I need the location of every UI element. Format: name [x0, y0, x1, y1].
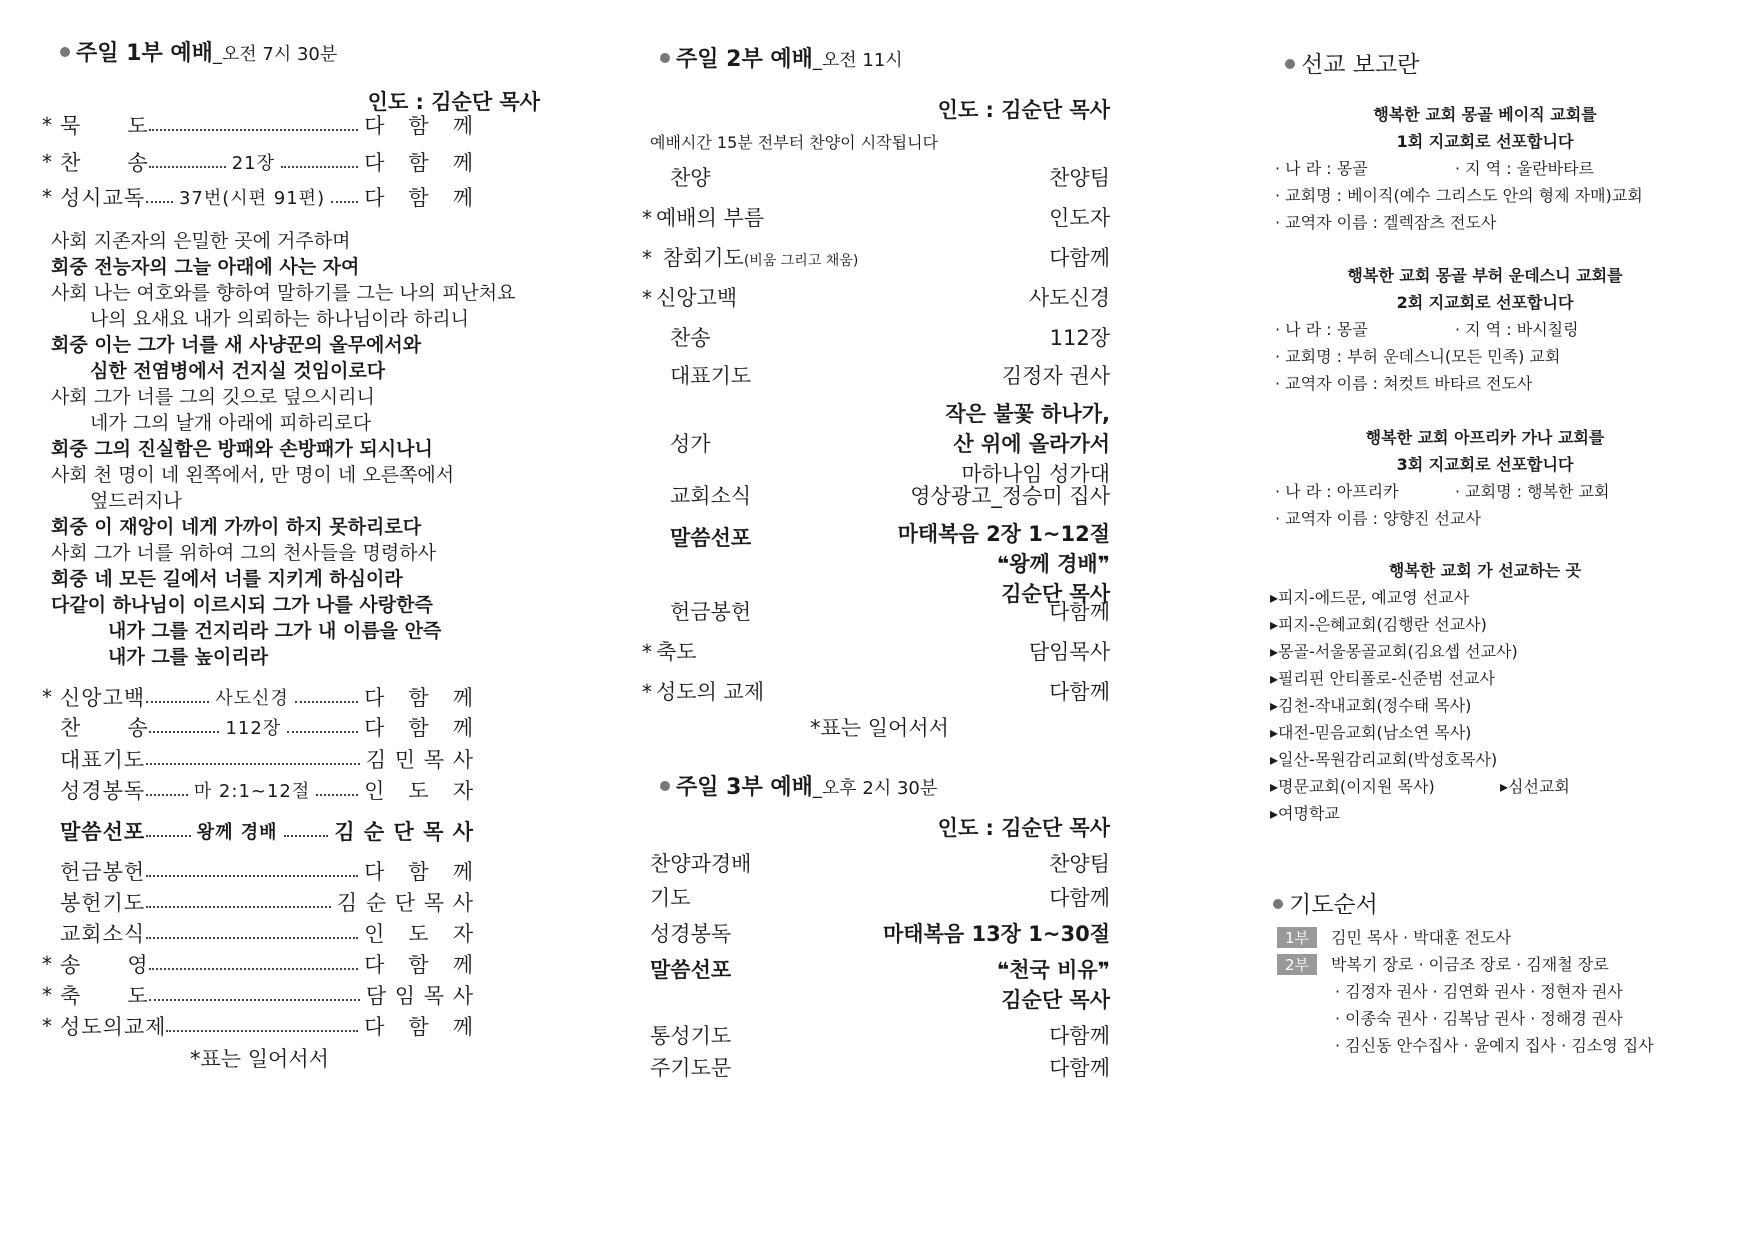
order-row — [42, 110, 474, 140]
order-person — [945, 398, 1110, 488]
leader-dots — [316, 784, 358, 796]
order-label: 주기도문 — [650, 1056, 732, 1080]
order-label: 봉헌기도 — [60, 891, 146, 915]
order-label — [670, 480, 751, 510]
order-row — [660, 480, 1110, 510]
order-label-text: 참회기도 — [656, 246, 744, 270]
standing-mark: * — [42, 983, 53, 1007]
order-label: 통성기도 — [650, 1024, 732, 1048]
order-person-line: 찬양팀 — [1049, 852, 1110, 876]
leader-dots — [166, 1020, 358, 1032]
order-row — [42, 182, 474, 212]
order-person — [1049, 848, 1110, 878]
mission-places-heading: 행복한 교회 가 선교하는 곳 — [1388, 561, 1582, 580]
order-label: 성경봉독 — [650, 922, 732, 946]
mission-block-subheading: 2회 지교회로 선포합니다 — [1396, 293, 1574, 312]
order-row — [650, 848, 1110, 878]
bullet-dot-icon — [1273, 899, 1283, 909]
order-person-line: 김순단 목사 — [1001, 582, 1110, 606]
order-row — [42, 856, 474, 886]
order-label — [642, 242, 858, 272]
order-person-line: 다함께 — [1049, 1024, 1110, 1048]
second-service-heading: 주일 2부 예배_오전 11시 — [660, 42, 903, 73]
standing-mark: * — [42, 150, 53, 174]
order-person: 다 함 께 — [364, 186, 474, 210]
order-person — [1049, 162, 1110, 192]
mission-place-item: ▸몽골-서울몽골교회(김요셉 선교사) — [1270, 642, 1518, 661]
leader-dots — [146, 927, 358, 939]
order-label-text: 교회소식 — [670, 484, 752, 508]
service-tag: 2부 — [1277, 954, 1317, 975]
order-label: 말씀선포 — [650, 958, 732, 982]
first-service-heading: 주일 1부 예배_오전 7시 30분 — [60, 36, 337, 67]
second-service-leader: 인도 : 김순단 목사 — [937, 98, 1110, 122]
order-person — [1049, 202, 1110, 232]
order-row — [660, 596, 1110, 626]
order-person-line: 김정자 권사 — [1001, 364, 1110, 388]
order-label-text: 축도 — [656, 640, 697, 664]
order-label: 대표기도 — [60, 748, 146, 772]
order-person-line: 마태복음 13장 1~30절 — [883, 922, 1110, 946]
order-row — [660, 322, 1110, 352]
standing-note: *표는 일어서서 — [190, 1047, 329, 1071]
order-person: 다 함 께 — [364, 716, 475, 740]
order-person — [1049, 1020, 1110, 1050]
order-person-line: 산 위에 올라가서 — [953, 432, 1110, 456]
mission-place-item: ▸일산-목원감리교회(박성호목사) — [1270, 750, 1498, 769]
standing-mark: * — [642, 286, 652, 310]
order-row — [660, 518, 1110, 608]
order-row — [642, 242, 1110, 272]
mission-info-line: · 교역자 이름 : 쳐컷트 바타르 전도사 — [1275, 374, 1533, 393]
order-label — [642, 676, 764, 706]
prayer-order-line — [1335, 1006, 1623, 1029]
order-person-line: 다함께 — [1049, 600, 1110, 624]
prayer-names: · 김정자 권사 · 김연화 권사 · 정현자 권사 — [1335, 982, 1623, 1001]
standing-mark: * — [642, 640, 652, 664]
order-person-line: 인도자 — [1049, 206, 1110, 230]
order-label-text: 헌금봉헌 — [670, 600, 752, 624]
mission-report-heading: 선교 보고란 — [1285, 46, 1419, 79]
standing-mark: * — [42, 952, 53, 976]
order-person: 다 함 께 — [364, 1015, 474, 1039]
order-label-text: 예배의 부름 — [656, 206, 765, 230]
order-person — [1049, 676, 1110, 706]
order-label — [642, 636, 697, 666]
order-detail: 사도신경 — [215, 688, 289, 709]
prayer-order-line — [1277, 952, 1609, 975]
mission-place-item: ▸김천-작내교회(정수태 목사) — [1270, 696, 1472, 715]
order-row — [650, 918, 1110, 948]
leader-dots — [149, 119, 358, 131]
order-label-text: 말씀선포 — [670, 526, 752, 550]
order-detail: 21장 — [231, 153, 275, 174]
reading-line: 사회 그가 너를 그의 깃으로 덮으시리니 — [51, 386, 375, 408]
order-person-line: 112장 — [1049, 326, 1110, 350]
reading-line: 회중 이 재앙이 네게 가까이 하지 못하리로다 — [51, 516, 422, 538]
standing-mark: * — [642, 246, 652, 270]
order-person-line: ❝천국 비유❞ — [996, 958, 1110, 982]
leader-dots — [146, 191, 173, 203]
order-label — [670, 596, 751, 626]
order-person-line: 담임목사 — [1028, 640, 1110, 664]
leader-dots — [146, 896, 331, 908]
reading-line: 사회 지존자의 은밀한 곳에 거주하며 — [51, 230, 351, 252]
mission-place-extra: ▸심선교회 — [1500, 777, 1570, 796]
leader-dots — [146, 753, 360, 765]
leader-dots — [331, 191, 358, 203]
leader-dots — [281, 156, 358, 168]
order-row — [42, 1011, 474, 1041]
standing-mark: * — [42, 685, 53, 709]
order-person: 김 순 단 목 사 — [334, 820, 475, 844]
order-label — [670, 360, 751, 390]
order-person — [910, 480, 1110, 510]
mission-block-heading: 행복한 교회 아프리카 가나 교회를 — [1365, 428, 1605, 447]
order-row — [650, 1020, 1110, 1050]
order-person-line: 다함께 — [1049, 680, 1110, 704]
order-person — [1050, 322, 1110, 352]
order-person-line: 마태복음 2장 1~12절 — [897, 522, 1110, 546]
mission-info-line: · 지 역 : 바시칠링 — [1455, 320, 1579, 339]
mission-info-line: · 나 라 : 몽골 — [1275, 159, 1368, 178]
standing-mark: * — [42, 185, 53, 209]
order-row — [642, 202, 1110, 232]
standing-mark: * — [42, 113, 53, 137]
reading-line: 사회 나는 여호와를 향하여 말하기를 그는 나의 피난처요 — [51, 282, 516, 304]
order-row — [42, 147, 474, 177]
reading-line: 회중 전능자의 그늘 아래에 사는 자여 — [51, 256, 360, 278]
mission-info-line: · 나 라 : 아프리카 — [1275, 482, 1399, 501]
order-label: 교회소식 — [60, 922, 146, 946]
order-person-line: 김순단 목사 — [1001, 988, 1110, 1012]
leader-dots — [146, 825, 191, 837]
mission-place-item: ▸필리핀 안티폴로-신준범 선교사 — [1270, 669, 1495, 688]
leader-dots — [149, 721, 220, 733]
leader-dots — [287, 721, 358, 733]
order-label: 헌금봉헌 — [60, 860, 146, 884]
order-person: 다 함 께 — [364, 151, 474, 175]
bullet-dot-icon — [60, 47, 70, 57]
order-row — [42, 887, 474, 917]
order-detail: 마 2:1~12절 — [193, 781, 311, 802]
order-detail: 112장 — [225, 718, 282, 739]
order-label-text: 성가 — [670, 432, 711, 456]
order-row — [660, 398, 1110, 488]
order-label: 송 영 — [60, 953, 149, 977]
order-row — [42, 816, 474, 846]
leader-dots — [146, 865, 358, 877]
order-person-line: 다함께 — [1049, 1056, 1110, 1080]
order-person — [997, 954, 1110, 1014]
order-person — [883, 918, 1110, 948]
reading-line: 사회 천 명이 네 왼쪽에서, 만 명이 네 오른쪽에서 — [51, 464, 455, 486]
order-label: 찬양과경배 — [650, 852, 752, 876]
reading-line: 회중 이는 그가 너를 새 사냥꾼의 올무에서와 — [51, 334, 422, 356]
order-person: 인 도 자 — [364, 779, 474, 803]
order-person: 담 임 목 사 — [365, 984, 474, 1008]
prayer-names: 김민 목사 · 박대훈 전도사 — [1331, 928, 1512, 947]
order-person — [898, 518, 1110, 608]
first-service-leader: 인도 : 김순단 목사 — [367, 90, 540, 114]
order-label: 찬 송 — [60, 151, 149, 175]
order-person — [1049, 1052, 1110, 1082]
mission-info-line: · 지 역 : 울란바타르 — [1455, 159, 1595, 178]
order-person-line: 작은 불꽃 하나가, — [945, 402, 1110, 426]
order-person — [1049, 882, 1110, 912]
standing-mark: * — [42, 1014, 53, 1038]
order-label — [642, 202, 764, 232]
reading-line: 다같이 하나님이 이르시되 그가 나를 사랑한즉 — [51, 594, 433, 616]
standing-mark: * — [642, 680, 652, 704]
order-label: 찬 송 — [60, 716, 149, 740]
mission-info-line: · 교회명 : 행복한 교회 — [1455, 482, 1610, 501]
mission-block-heading: 행복한 교회 몽골 베이직 교회를 — [1373, 105, 1597, 124]
reading-line: 심한 전염병에서 건지실 것임이로다 — [90, 360, 386, 382]
order-person — [1049, 242, 1110, 272]
order-person: 다 함 께 — [364, 686, 475, 710]
order-person: 김 민 목 사 — [365, 748, 474, 772]
third-service-heading: 주일 3부 예배_오후 2시 30분 — [660, 770, 937, 801]
order-label: 묵 도 — [60, 114, 149, 138]
prayer-names: · 김신동 안수집사 · 윤예지 집사 · 김소영 집사 — [1335, 1036, 1654, 1055]
order-label: 성시교독 — [60, 186, 146, 210]
prayer-order-line — [1335, 1033, 1654, 1056]
order-person-line: 찬양팀 — [1049, 166, 1110, 190]
order-person-line: 다함께 — [1049, 246, 1110, 270]
prayer-order-line — [1335, 979, 1623, 1002]
prayer-order-heading: 기도순서 — [1273, 886, 1378, 919]
mission-place-item: ▸피지-은혜교회(김행란 선교사) — [1270, 615, 1487, 634]
bullet-dot-icon — [1285, 59, 1295, 69]
order-label: 성경봉독 — [60, 779, 146, 803]
mission-block-heading: 행복한 교회 몽골 부허 운데스니 교회를 — [1347, 266, 1623, 285]
praise-notice: 예배시간 15분 전부터 찬양이 시작됩니다 — [650, 133, 938, 152]
order-row — [42, 775, 474, 805]
order-label-text: 성도의 교제 — [656, 680, 765, 704]
order-label — [670, 428, 711, 458]
order-label: 축 도 — [60, 984, 149, 1008]
mission-place-item: ▸대전-믿음교회(남소연 목사) — [1270, 723, 1472, 742]
order-label-text: 찬송 — [670, 326, 711, 350]
order-detail: 37번(시편 91편) — [178, 188, 326, 209]
order-row — [642, 636, 1110, 666]
order-label — [670, 162, 711, 192]
order-row — [660, 360, 1110, 390]
service-tag: 1부 — [1277, 927, 1317, 948]
mission-info-line: · 교역자 이름 : 양향진 선교사 — [1275, 509, 1481, 528]
order-person-line: 사도신경 — [1028, 286, 1110, 310]
standing-note: *표는 일어서서 — [810, 716, 949, 740]
reading-line: 사회 그가 너를 위하여 그의 천사들을 명령하사 — [51, 542, 436, 564]
bullet-dot-icon — [660, 781, 670, 791]
order-person: 다 함 께 — [364, 953, 474, 977]
order-label: 기도 — [650, 886, 691, 910]
mission-block-subheading: 3회 지교회로 선포합니다 — [1396, 455, 1574, 474]
leader-dots — [149, 958, 358, 970]
mission-place-item: ▸여명학교 — [1270, 804, 1340, 823]
order-person — [1029, 636, 1110, 666]
order-label: 성도의교제 — [60, 1015, 167, 1039]
order-label: 말씀선포 — [60, 820, 146, 844]
order-row — [42, 918, 474, 948]
order-label-text: 찬양 — [670, 166, 711, 190]
order-label-text: 신앙고백 — [656, 286, 738, 310]
leader-dots — [149, 156, 226, 168]
order-label — [670, 322, 711, 352]
bullet-dot-icon — [660, 53, 670, 63]
reading-line: 네가 그의 날개 아래에 피하리로다 — [90, 412, 372, 434]
order-person — [1029, 282, 1110, 312]
mission-info-line: · 교역자 이름 : 겔렉잠츠 전도사 — [1275, 213, 1497, 232]
reading-line: 나의 요새요 내가 의뢰하는 하나님이라 하리니 — [90, 308, 469, 330]
order-row — [42, 980, 474, 1010]
order-person-line: 영상광고_정승미 집사 — [910, 484, 1110, 508]
order-row — [42, 712, 474, 742]
prayer-names: · 이종숙 권사 · 김복남 권사 · 정해경 권사 — [1335, 1009, 1623, 1028]
leader-dots — [149, 989, 360, 1001]
order-person: 다 함 께 — [364, 114, 474, 138]
leader-dots — [295, 691, 358, 703]
reading-line: 내가 그를 건지리라 그가 내 이름을 안즉 — [108, 620, 442, 642]
mission-place-item: ▸명문교회(이지원 목사) — [1270, 777, 1435, 796]
order-row — [650, 1052, 1110, 1082]
leader-dots — [284, 825, 329, 837]
order-label-text: 대표기도 — [670, 364, 752, 388]
order-detail: 왕께 경배 — [196, 822, 278, 843]
order-row — [42, 744, 474, 774]
mission-info-line: · 나 라 : 몽골 — [1275, 320, 1368, 339]
order-person: 김 순 단 목 사 — [336, 891, 474, 915]
order-label — [670, 522, 751, 552]
mission-info-line: · 교회명 : 베이직(예수 그리스도 안의 형제 자매)교회 — [1275, 186, 1643, 205]
order-label — [642, 282, 737, 312]
mission-place-item: ▸피지-에드문, 예교영 선교사 — [1270, 588, 1470, 607]
order-label: 신앙고백 — [60, 686, 146, 710]
order-row — [642, 282, 1110, 312]
order-person-line: 다함께 — [1049, 886, 1110, 910]
mission-block-subheading: 1회 지교회로 선포합니다 — [1396, 132, 1574, 151]
order-row — [642, 676, 1110, 706]
order-person-line: ❝왕께 경배❞ — [996, 552, 1110, 576]
prayer-order-line — [1277, 925, 1511, 948]
order-row — [650, 954, 1110, 1014]
mission-info-line: · 교회명 : 부허 운데스니(모든 민족) 교회 — [1275, 347, 1561, 366]
prayer-names: 박복기 장로 · 이금조 장로 · 김재철 장로 — [1331, 955, 1609, 974]
order-row — [650, 882, 1110, 912]
reading-line: 회중 그의 진실함은 방패와 손방패가 되시나니 — [51, 438, 433, 460]
third-service-leader: 인도 : 김순단 목사 — [937, 816, 1110, 840]
order-person — [1049, 596, 1110, 626]
order-row — [660, 162, 1110, 192]
order-person: 다 함 께 — [364, 860, 474, 884]
reading-line: 내가 그를 높이리라 — [108, 646, 269, 668]
reading-line: 엎드러지나 — [90, 490, 182, 512]
leader-dots — [146, 691, 209, 703]
order-person: 인 도 자 — [364, 922, 474, 946]
standing-mark: * — [642, 206, 652, 230]
reading-line: 회중 네 모든 길에서 너를 지키게 하심이라 — [51, 568, 403, 590]
order-person-line: 마하나임 성가대 — [961, 462, 1110, 486]
order-row — [42, 949, 474, 979]
order-note: (비움 그리고 채움) — [743, 253, 859, 269]
leader-dots — [146, 784, 188, 796]
order-row — [42, 682, 474, 712]
order-person — [1002, 360, 1110, 390]
